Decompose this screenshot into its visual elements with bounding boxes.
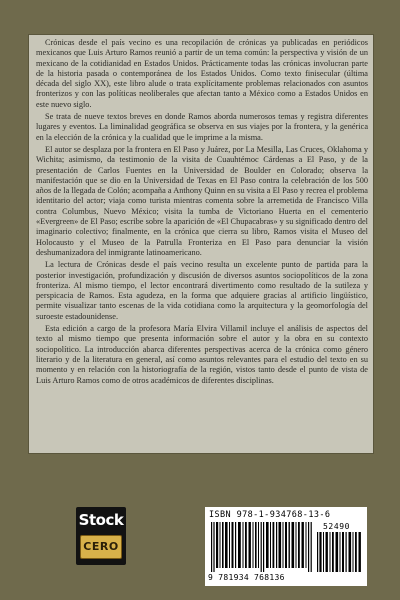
publisher-logo-stock: Stock — [78, 511, 124, 529]
barcode-bars-addon — [317, 532, 363, 572]
synopsis-paragraph-3: El autor se desplaza por la frontera en El Paso y Juárez, por La Mesilla, Las Cruces, Oklahoma y Wichita; asimismo, da testimonio de la visita de Cuauhtémoc Cárdenas a El Paso, y de la presentación de Carlos Fuentes en la Universidad de Boulder en Colorado; observa la manifestación que se dio en la Universidad de Texas en El Paso contra la celebración de los 500 años de la llegada de Colón; acompaña a Anthony Quinn en su visita a El Paso y recrea el problema identitario del actor; viaja como turista mientras comenta sobre la arremetida de Francisco Villa contra Columbus, Nuevo México; visita la tumba de Victoriano Huerta en el cementerio «Evergreen» de El Paso; escribe sobre la aparición de «El Chupacabras» y su significado dentro del imaginario colectivo; finalmente, en la crónica que cierra su libro, Ramos visita el Museo del Holocausto y el Museo de la Patrulla Fronteriza en El Paso para denunciar la visión deshumanizadora del inmigrante latinoamericano. — [36, 144, 368, 257]
isbn-label: ISBN 978-1-934768-13-6 — [209, 510, 331, 520]
isbn-barcode — [205, 507, 367, 586]
synopsis-paragraph-4: La lectura de Crónicas desde el país vecino resulta un excelente punto de partida para la posterior investigación, profundización y discusión de diversos asuntos sociopolíticos de la zona fronteriza. Al mismo tiempo, el lector encontrará divertimento como resultado de la sutileza y perspicacia de Ramos. Esta agudeza, en la forma que adquiere gracias al artificio lingüístico, permite visualizar tanto escenas de la vida cotidiana como la arquitectura y la geomorfología del suroeste estadounidense. — [36, 260, 368, 321]
publisher-logo-cero: CERO — [80, 535, 122, 559]
synopsis-paragraph-1: Crónicas desde el país vecino es una recopilación de crónicas ya publicadas en periódicos mexicanos que Luis Arturo Ramos reunió a partir de un tema común: la perspectiva y visión de un mexicano de la cotidianidad en Estados Unidos. Prácticamente todas las crónicas involucran parte de la historia pasada o contemporánea de los Estados Unidos. Como texto finisecular (última década del siglo XX), este libro alude o trata explícitamente problemas relacionados con asuntos fronterizos y con las políticas neoliberales que afectan tanto a México como a Estados Unidos en este nuevo siglo. — [36, 38, 368, 109]
synopsis-paragraph-5: Esta edición a cargo de la profesora María Elvira Villamil incluye el análisis de aspectos del texto al mismo tiempo que presenta información sobre el autor y la obra en su contexto sociopolítico. La introducción abarca diferentes perspectivas acerca de la crónica como género literario y de la literatura en general, así como asuntos relevantes para el estudio del texto en su momento y en relación con la historiografía de la región, vistos tanto desde el punto de vista de Luis Arturo Ramos como de otros académicos de diferentes disciplinas. — [36, 324, 368, 385]
barcode-bars-main — [211, 522, 313, 572]
synopsis-paragraph-2: Se trata de nueve textos breves en donde Ramos aborda numerosos temas y registra diferentes lugares y eventos. La liminalidad geográfica se observa en sus viajes por la frontera, y la genérica en la elección de la crónica y la cualidad que le imprime a la misma. — [36, 112, 368, 142]
barcode-ean-digits: 9 781934 768136 — [208, 573, 285, 582]
publisher-logo — [76, 507, 126, 565]
synopsis-text-panel — [28, 34, 374, 454]
barcode-addon-digits: 52490 — [323, 522, 351, 531]
